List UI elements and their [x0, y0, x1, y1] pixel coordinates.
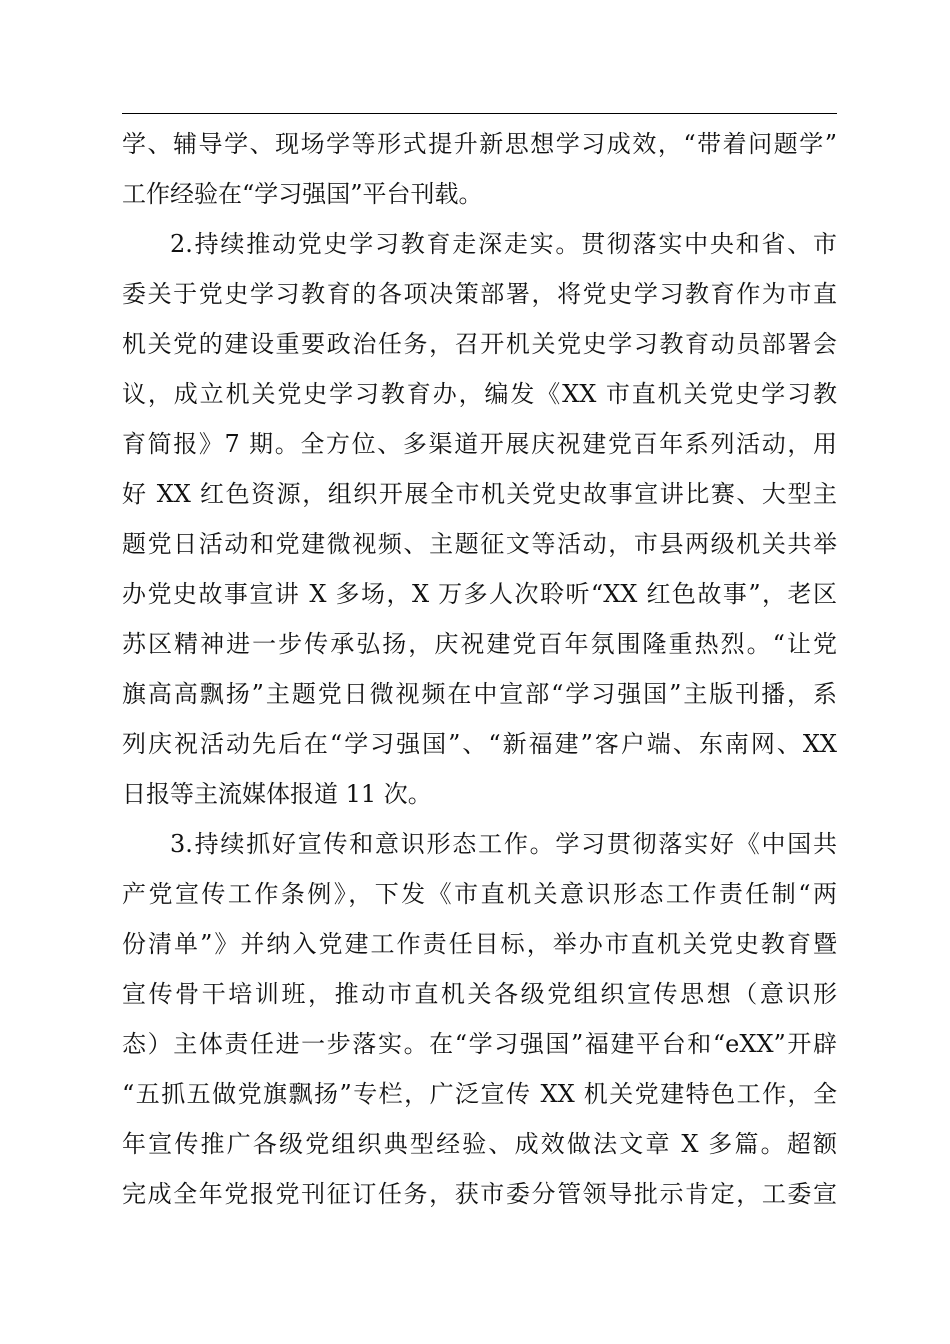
text-line: 完成全年党报党刊征订任务，获市委分管领导批示肯定，工委宣 [122, 1180, 837, 1208]
text-line: 产党宣传工作条例》，下发《市直机关意识形态工作责任制“两 [122, 880, 837, 908]
text-line: 工作经验在“学习强国”平台刊载。 [122, 180, 483, 208]
text-line: 2.持续推动党史学习教育走深走实。贯彻落实中央和省、市 [170, 230, 837, 258]
text-line: 学、辅导学、现场学等形式提升新思想学习成效，“带着问题学” [122, 130, 837, 158]
text-line: 旗高高飘扬”主题党日微视频在中宣部“学习强国”主版刊播，系 [122, 680, 837, 708]
text-line: 题党日活动和党建微视频、主题征文等活动，市县两级机关共举 [122, 530, 837, 558]
document-body [122, 119, 837, 1219]
header-rule [122, 113, 837, 114]
text-line: 好 XX 红色资源，组织开展全市机关党史故事宣讲比赛、大型主 [122, 480, 837, 508]
text-line: 日报等主流媒体报道 11 次。 [122, 780, 432, 808]
text-line: “五抓五做党旗飘扬”专栏，广泛宣传 XX 机关党建特色工作，全 [122, 1080, 837, 1108]
text-line: 议，成立机关党史学习教育办，编发《XX 市直机关党史学习教 [122, 380, 837, 408]
text-line: 苏区精神进一步传承弘扬，庆祝建党百年氛围隆重热烈。“让党 [122, 630, 837, 658]
text-line: 列庆祝活动先后在“学习强国”、“新福建”客户端、东南网、XX [122, 730, 837, 758]
text-line: 份清单”》并纳入党建工作责任目标，举办市直机关党史教育暨 [122, 930, 837, 958]
text-line: 宣传骨干培训班，推动市直机关各级党组织宣传思想（意识形 [122, 980, 837, 1008]
text-line: 3.持续抓好宣传和意识形态工作。学习贯彻落实好《中国共 [170, 830, 837, 858]
text-line: 办党史故事宣讲 X 多场，X 万多人次聆听“XX 红色故事”，老区 [122, 580, 837, 608]
text-line: 委关于党史学习教育的各项决策部署，将党史学习教育作为市直 [122, 280, 837, 308]
text-line: 机关党的建设重要政治任务，召开机关党史学习教育动员部署会 [122, 330, 837, 358]
text-line: 育简报》7 期。全方位、多渠道开展庆祝建党百年系列活动，用 [122, 430, 837, 458]
text-line: 态）主体责任进一步落实。在“学习强国”福建平台和“eXX”开辟 [122, 1030, 837, 1058]
text-line: 年宣传推广各级党组织典型经验、成效做法文章 X 多篇。超额 [122, 1130, 837, 1158]
